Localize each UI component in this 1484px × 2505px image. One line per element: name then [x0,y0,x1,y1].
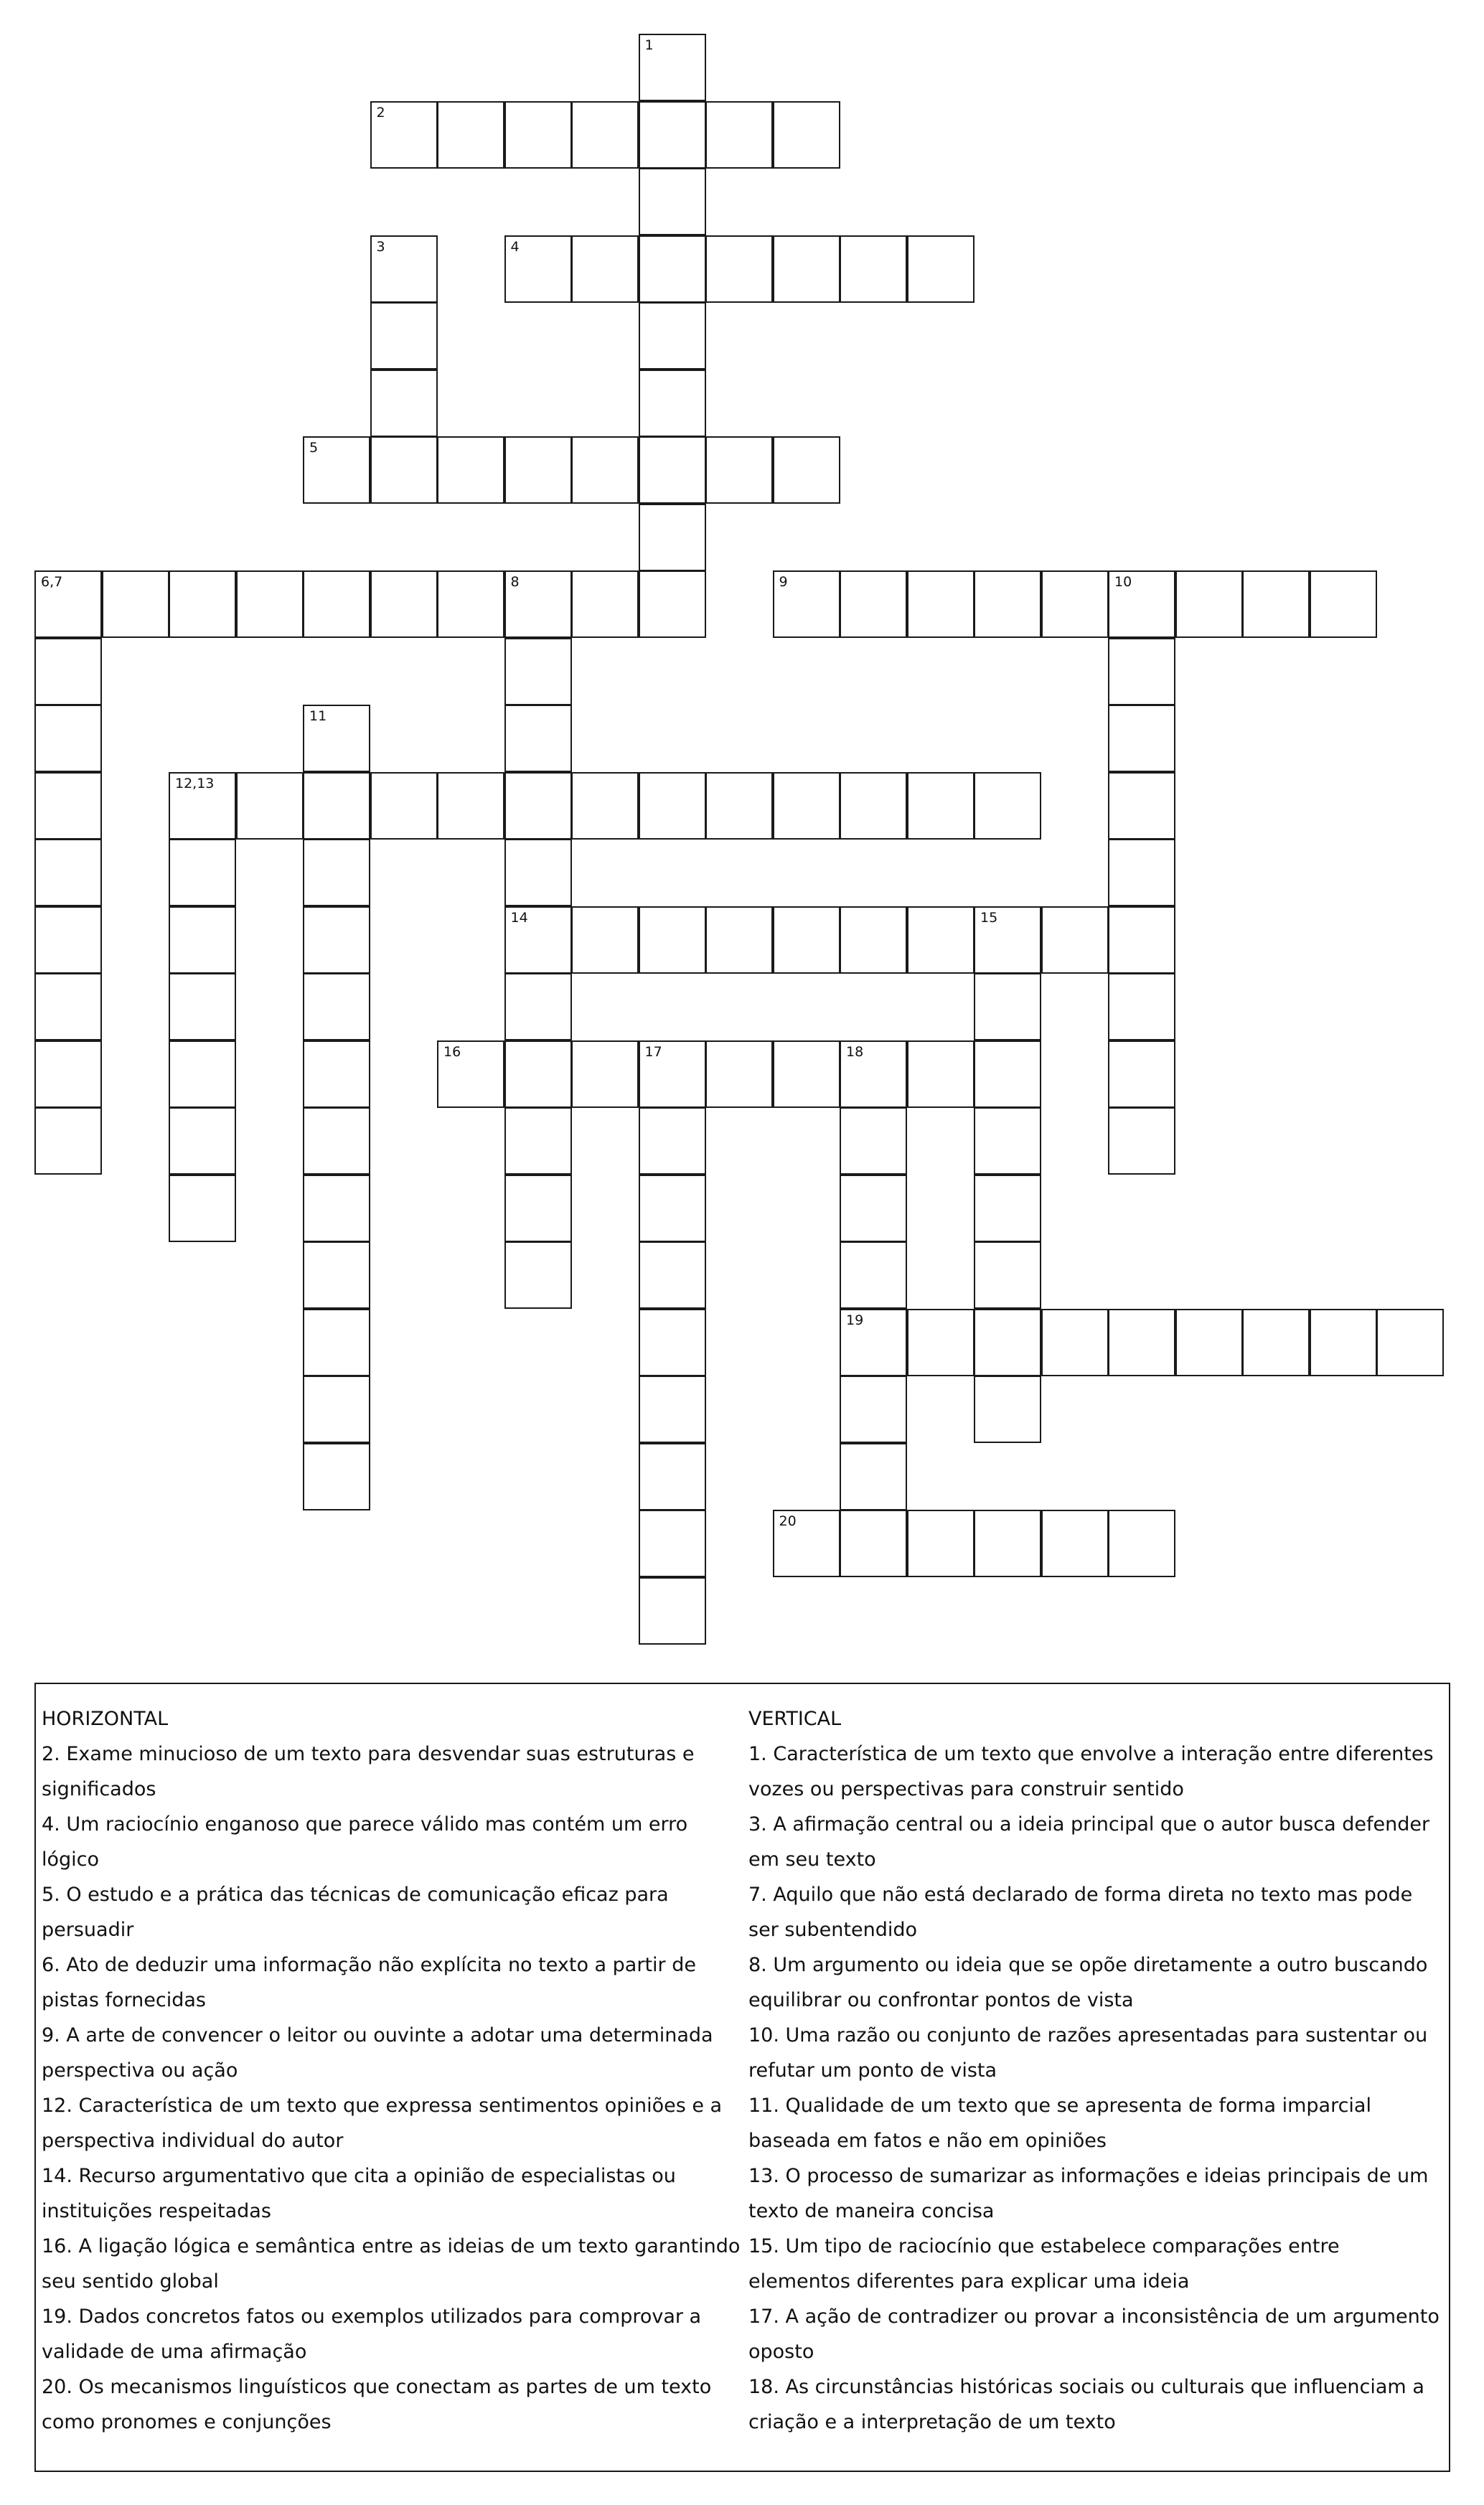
grid-cell[interactable] [639,370,706,437]
grid-cell[interactable] [34,570,102,638]
grid-cell[interactable] [1108,1510,1175,1577]
grid-cell[interactable] [1242,570,1310,638]
grid-cell[interactable] [303,839,370,906]
grid-cell[interactable] [1108,839,1175,906]
cell-number: 14 [510,909,528,926]
grid-cell[interactable] [303,1040,370,1108]
grid-cell[interactable] [1310,1309,1377,1376]
clue-horizontal-2: 2. Exame minucioso de um texto para desvendar suas estruturas e significados [42,1743,695,1800]
clue-vertical-8: 8. Um argumento ou ideia que se opõe diretamente a outro buscando equilibrar ou confrontar pontos de vista [748,1954,1428,2011]
grid-cell[interactable] [773,1510,840,1577]
grid-cell[interactable] [639,1107,706,1175]
grid-cell[interactable] [1108,1309,1175,1376]
grid-cell[interactable] [705,1040,773,1108]
cell-number: 19 [846,1312,864,1328]
vertical-clues [748,1701,1445,2440]
grid-cell[interactable] [303,1376,370,1443]
grid-cell[interactable] [1108,705,1175,772]
grid-cell[interactable] [907,570,975,638]
grid-cell[interactable] [639,34,706,101]
grid-cell[interactable] [974,1510,1041,1577]
grid-cell[interactable] [1175,570,1243,638]
grid-cell[interactable] [169,1040,236,1108]
grid-cell[interactable] [907,906,975,974]
grid-cell[interactable] [169,973,236,1040]
grid-cell[interactable] [370,235,438,303]
grid-cell[interactable] [639,302,706,370]
grid-cell[interactable] [169,839,236,906]
grid-cell[interactable] [773,570,840,638]
clue-vertical-18: 18. As circunstâncias históricas sociais ou culturais que influenciam a criação e a interpretação de um texto [748,2376,1424,2433]
cell-number: 16 [443,1043,461,1060]
grid-cell[interactable] [974,570,1041,638]
grid-cell[interactable] [34,973,102,1040]
grid-cell[interactable] [705,101,773,169]
grid-cell[interactable] [1041,570,1109,638]
grid-cell[interactable] [840,1443,907,1510]
grid-cell[interactable] [169,772,236,840]
grid-cell[interactable] [504,973,572,1040]
cell-number: 2 [376,104,385,121]
grid-cell[interactable] [303,1107,370,1175]
grid-cell[interactable] [974,1040,1041,1108]
grid-cell[interactable] [840,570,907,638]
clue-horizontal-20: 20. Os mecanismos linguísticos que conectam as partes de um texto como pronomes e conjunções [42,2376,712,2433]
cell-number: 4 [510,238,520,255]
grid-cell[interactable] [1242,1309,1310,1376]
grid-cell[interactable] [907,1510,975,1577]
horizontal-heading: HORIZONTAL [42,1708,169,1730]
clue-horizontal-4: 4. Um raciocínio enganoso que parece válido mas contém um erro lógico [42,1813,688,1871]
grid-cell[interactable] [169,906,236,974]
grid-cell[interactable] [840,1107,907,1175]
clue-horizontal-12: 12. Característica de um texto que expressa sentimentos opiniões e a perspectiva individual do autor [42,2095,723,2152]
grid-cell[interactable] [639,906,706,974]
grid-cell[interactable] [571,1040,639,1108]
grid-cell[interactable] [303,906,370,974]
grid-cell[interactable] [571,570,639,638]
grid-cell[interactable] [1041,1309,1109,1376]
clue-vertical-3: 3. A afirmação central ou a ideia principal que o autor busca defender em seu texto [748,1813,1430,1871]
grid-cell[interactable] [773,235,840,303]
clue-horizontal-19: 19. Dados concretos fatos ou exemplos utilizados para comprovar a validade de uma afirmação [42,2306,702,2363]
grid-cell[interactable] [639,504,706,571]
grid-cell[interactable] [303,1443,370,1510]
grid-cell[interactable] [705,772,773,840]
clue-horizontal-14: 14. Recurso argumentativo que cita a opinião de especialistas ou instituições respeitadas [42,2165,676,2222]
clue-vertical-10: 10. Uma razão ou conjunto de razões apresentadas para sustentar ou refutar um ponto de vista [748,2024,1428,2082]
grid-cell[interactable] [907,235,975,303]
grid-cell[interactable] [639,1309,706,1376]
clue-vertical-15: 15. Um tipo de raciocínio que estabelece comparações entre elementos diferentes para explicar uma ideia [748,2235,1340,2293]
grid-cell[interactable] [974,1241,1041,1309]
grid-cell[interactable] [639,1577,706,1645]
grid-cell[interactable] [840,1309,907,1376]
grid-cell[interactable] [437,1040,504,1108]
grid-cell[interactable] [571,235,639,303]
grid-cell[interactable] [504,839,572,906]
grid-cell[interactable] [639,1175,706,1242]
grid-cell[interactable] [1108,772,1175,840]
grid-cell[interactable] [34,772,102,840]
grid-cell[interactable] [169,570,236,638]
grid-cell[interactable] [639,436,706,504]
grid-cell[interactable] [974,772,1041,840]
grid-cell[interactable] [907,772,975,840]
cell-number: 18 [846,1043,864,1060]
grid-cell[interactable] [303,1175,370,1242]
cell-number: 6,7 [41,574,63,590]
grid-cell[interactable] [907,1040,975,1108]
grid-cell[interactable] [236,570,304,638]
grid-cell[interactable] [639,1040,706,1108]
grid-cell[interactable] [1108,973,1175,1040]
grid-cell[interactable] [571,436,639,504]
grid-cell[interactable] [34,705,102,772]
grid-cell[interactable] [773,906,840,974]
grid-cell[interactable] [1108,906,1175,974]
grid-cell[interactable] [102,570,169,638]
clue-box [34,1683,1450,2472]
grid-cell[interactable] [907,1309,975,1376]
grid-cell[interactable] [639,1510,706,1577]
clue-vertical-1: 1. Característica de um texto que envolve a interação entre diferentes vozes ou perspectivas para construir sentido [748,1743,1434,1800]
grid-cell[interactable] [303,973,370,1040]
vertical-heading: VERTICAL [748,1708,842,1730]
grid-cell[interactable] [974,1309,1041,1376]
grid-cell[interactable] [974,1107,1041,1175]
grid-cell[interactable] [504,705,572,772]
grid-cell[interactable] [1310,570,1377,638]
grid-cell[interactable] [1175,1309,1243,1376]
grid-cell[interactable] [370,370,438,437]
clue-vertical-11: 11. Qualidade de um texto que se apresenta de forma imparcial baseada em fatos e não em opiniões [748,2095,1371,2152]
grid-cell[interactable] [639,235,706,303]
cell-number: 10 [1114,574,1132,590]
grid-cell[interactable] [34,1040,102,1108]
grid-cell[interactable] [705,906,773,974]
grid-cell[interactable] [504,570,572,638]
grid-cell[interactable] [504,772,572,840]
cell-number: 9 [779,574,788,590]
clue-vertical-7: 7. Aquilo que não está declarado de forma direta no texto mas pode ser subentendido [748,1884,1413,1941]
grid-cell[interactable] [437,772,504,840]
grid-cell[interactable] [1041,906,1109,974]
grid-cell[interactable] [34,1107,102,1175]
grid-cell[interactable] [1376,1309,1444,1376]
grid-cell[interactable] [773,436,840,504]
grid-cell[interactable] [840,1510,907,1577]
grid-cell[interactable] [974,906,1041,974]
grid-cell[interactable] [504,1241,572,1309]
grid-cell[interactable] [504,1175,572,1242]
grid-cell[interactable] [1108,1107,1175,1175]
grid-cell[interactable] [639,1241,706,1309]
clue-horizontal-5: 5. O estudo e a prática das técnicas de comunicação eficaz para persuadir [42,1884,669,1941]
grid-cell[interactable] [370,302,438,370]
grid-cell[interactable] [639,772,706,840]
grid-cell[interactable] [840,1241,907,1309]
grid-cell[interactable] [571,772,639,840]
grid-cell[interactable] [169,1175,236,1242]
grid-cell[interactable] [1108,570,1175,638]
clue-horizontal-9: 9. A arte de convencer o leitor ou ouvinte a adotar uma determinada perspectiva ou ação [42,2024,713,2082]
cell-number: 17 [644,1043,662,1060]
grid-cell[interactable] [504,906,572,974]
cell-number: 20 [779,1513,797,1529]
grid-cell[interactable] [974,1175,1041,1242]
grid-cell[interactable] [974,973,1041,1040]
grid-cell[interactable] [370,772,438,840]
grid-cell[interactable] [773,1040,840,1108]
cell-number: 8 [510,574,520,590]
grid-cell[interactable] [303,1309,370,1376]
grid-cell[interactable] [437,101,504,169]
grid-cell[interactable] [370,101,438,169]
grid-cell[interactable] [370,436,438,504]
grid-cell[interactable] [773,101,840,169]
grid-cell[interactable] [639,1376,706,1443]
grid-cell[interactable] [504,436,572,504]
grid-cell[interactable] [34,906,102,974]
horizontal-clues [42,1701,741,2440]
grid-cell[interactable] [303,705,370,772]
grid-cell[interactable] [571,101,639,169]
grid-cell[interactable] [437,570,504,638]
grid-cell[interactable] [639,1443,706,1510]
grid-cell[interactable] [303,436,370,504]
grid-cell[interactable] [34,839,102,906]
grid-cell[interactable] [705,235,773,303]
grid-cell[interactable] [1108,638,1175,705]
grid-cell[interactable] [169,1107,236,1175]
grid-cell[interactable] [840,1376,907,1443]
grid-cell[interactable] [504,1107,572,1175]
grid-cell[interactable] [840,235,907,303]
cell-number: 3 [376,238,385,255]
cell-number: 12,13 [175,775,215,791]
grid-cell[interactable] [840,906,907,974]
grid-cell[interactable] [705,436,773,504]
grid-cell[interactable] [303,570,370,638]
grid-cell[interactable] [504,638,572,705]
clue-vertical-17: 17. A ação de contradizer ou provar a inconsistência de um argumento oposto [748,2306,1440,2363]
grid-cell[interactable] [303,1241,370,1309]
grid-cell[interactable] [34,638,102,705]
grid-cell[interactable] [840,1175,907,1242]
grid-cell[interactable] [639,168,706,235]
cell-number: 1 [644,37,654,53]
grid-cell[interactable] [236,772,304,840]
grid-cell[interactable] [303,772,370,840]
grid-cell[interactable] [840,772,907,840]
grid-cell[interactable] [504,101,572,169]
cell-number: 15 [980,909,998,926]
grid-cell[interactable] [370,570,438,638]
grid-cell[interactable] [504,1040,572,1108]
grid-cell[interactable] [504,235,572,303]
grid-cell[interactable] [639,570,706,638]
clue-horizontal-16: 16. A ligação lógica e semântica entre as ideias de um texto garantindo seu sentido global [42,2235,741,2293]
clue-vertical-13: 13. O processo de sumarizar as informações e ideias principais de um texto de maneira concisa [748,2165,1429,2222]
grid-cell[interactable] [773,772,840,840]
grid-cell[interactable] [1108,1040,1175,1108]
grid-cell[interactable] [571,906,639,974]
grid-cell[interactable] [437,436,504,504]
cell-number: 11 [309,708,327,724]
grid-cell[interactable] [974,1376,1041,1443]
grid-cell[interactable] [1041,1510,1109,1577]
grid-cell[interactable] [840,1040,907,1108]
clue-horizontal-6: 6. Ato de deduzir uma informação não explícita no texto a partir de pistas fornecidas [42,1954,696,2011]
grid-cell[interactable] [639,101,706,169]
cell-number: 5 [309,440,319,456]
